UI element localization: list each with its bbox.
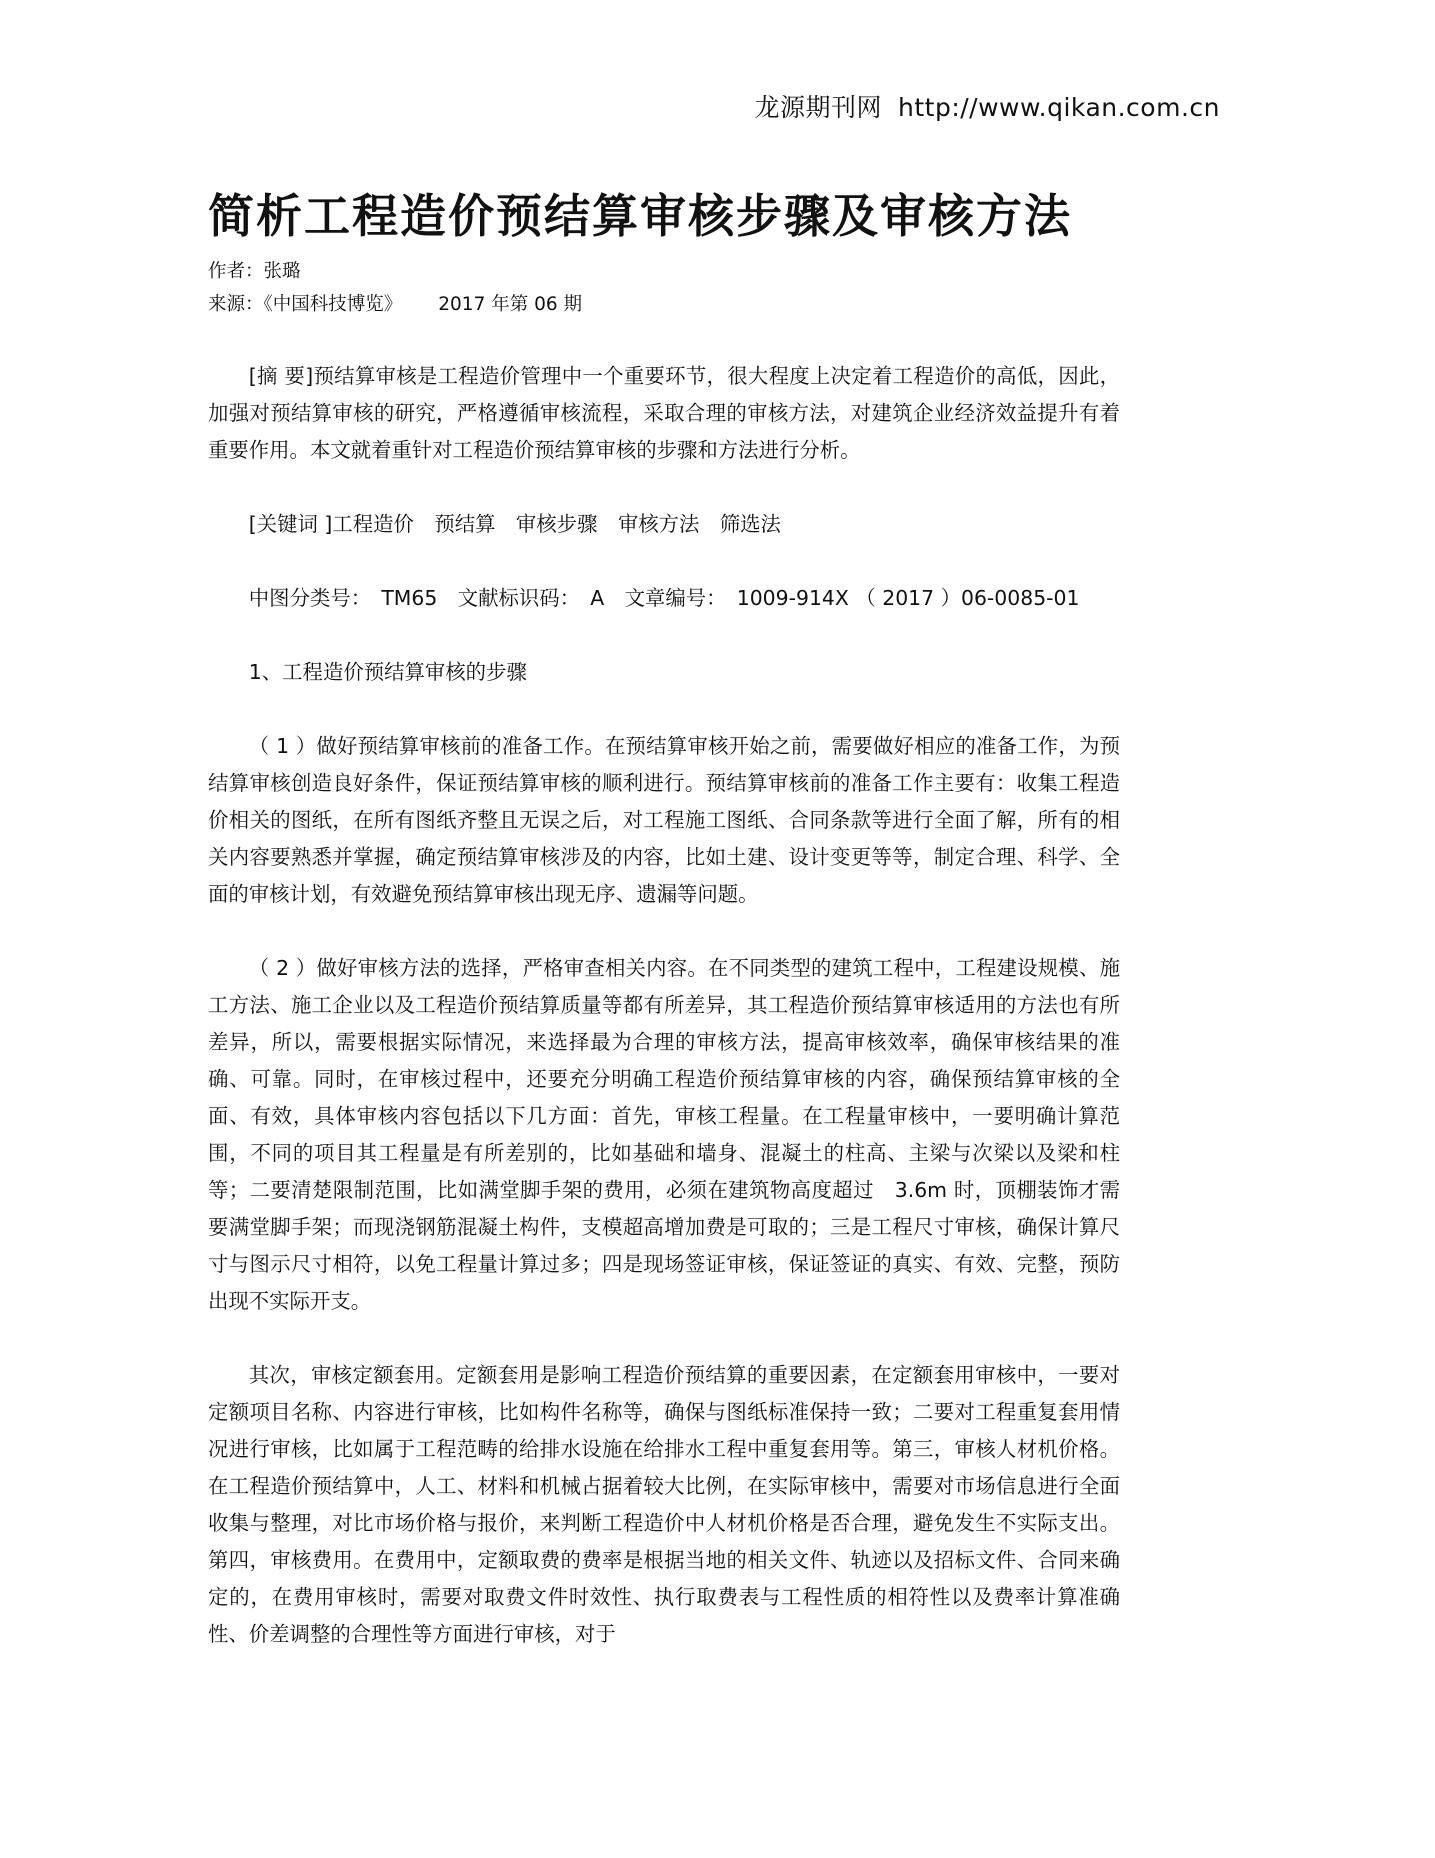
abstract-paragraph: [摘 要]预结算审核是工程造价管理中一个重要环节，很大程度上决定着工程造价的高低，因此，加强对预结算审核的研究，严格遵循审核流程，采取合理的审核方法，对建筑企业经济效益提升有着重要作用。本文就着重针对工程造价预结算审核的步骤和方法进行分析。 [208, 364, 1120, 462]
classification-line: 中图分类号： TM65 文献标识码： A 文章编号： 1009-914X （ 2017 ）06-0085-01 [248, 586, 1080, 610]
site-url[interactable]: http://www.qikan.com.cn [898, 93, 1220, 122]
section-heading-1: 1、工程造价预结算审核的步骤 [248, 660, 527, 684]
article-title: 简析工程造价预结算审核步骤及审核方法 [208, 189, 1072, 243]
body-paragraph-3: 其次，审核定额套用。定额套用是影响工程造价预结算的重要因素，在定额套用审核中，一要对定额项目名称、内容进行审核，比如构件名称等，确保与图纸标准保持一致；二要对工程重复套用情况进行审核，比如属于工程范畴的给排水设施在给排水工程中重复套用等。第三，审核人材机价格。在工程造价预结算中，人工、材料和机械占据着较大比例，在实际审核中，需要对市场信息进行全面收集与整理，对比市场价格与报价，来判断工程造价中人材机价格是否合理，避免发生不实际支出。第四，审核费用。在费用中，定额取费的费率是根据当地的相关文件、轨迹以及招标文件、合同来确定的，在费用审核时，需要对取费文件时效性、执行取费表与工程性质的相符性以及费率计算准确性、价差调整的合理性等方面进行审核，对于 [208, 1363, 1120, 1646]
body-paragraph-1: （ 1 ）做好预结算审核前的准备工作。在预结算审核开始之前，需要做好相应的准备工作，为预结算审核创造良好条件，保证预结算审核的顺利进行。预结算审核前的准备工作主要有：收集工程造价相关的图纸，在所有图纸齐整且无误之后，对工程施工图纸、合同条款等进行全面了解，所有的相关内容要熟悉并掌握，确定预结算审核涉及的内容，比如土建、设计变更等等，制定合理、科学、全面的审核计划，有效避免预结算审核出现无序、遗漏等问题。 [208, 734, 1120, 906]
site-name: 龙源期刊网 [754, 93, 883, 122]
article-issue: 2017 年第 06 期 [438, 294, 583, 315]
article-source-line [208, 290, 582, 316]
keywords-line: [关键词 ]工程造价 预结算 审核步骤 审核方法 筛选法 [248, 512, 781, 536]
article-source: 来源：《中国科技博览》 [208, 294, 403, 315]
article-author: 作者：张璐 [208, 261, 301, 282]
site-header [755, 88, 1221, 124]
body-paragraph-2: （ 2 ）做好审核方法的选择，严格审查相关内容。在不同类型的建筑工程中，工程建设规模、施工方法、施工企业以及工程造价预结算质量等都有所差异，其工程造价预结算审核适用的方法也有所差异，所以，需要根据实际情况，来选择最为合理的审核方法，提高审核效率，确保审核结果的准确、可靠。同时，在审核过程中，还要充分明确工程造价预结算审核的内容，确保预结算审核的全面、有效，具体审核内容包括以下几方面：首先，审核工程量。在工程量审核中，一要明确计算范围，不同的项目其工程量是有所差别的，比如基础和墙身、混凝土的柱高、主梁与次梁以及梁和柱等；二要清楚限制范围，比如满堂脚手架的费用，必须在建筑物高度超过 3.6m 时，顶棚装饰才需要满堂脚手架；而现浇钢筋混凝土构件，支模超高增加费是可取的；三是工程尺寸审核，确保计算尺寸与图示尺寸相符，以免工程量计算过多；四是现场签证审核，保证签证的真实、有效、完整，预防出现不实际开支。 [208, 956, 1120, 1313]
article-body [208, 358, 1120, 1653]
